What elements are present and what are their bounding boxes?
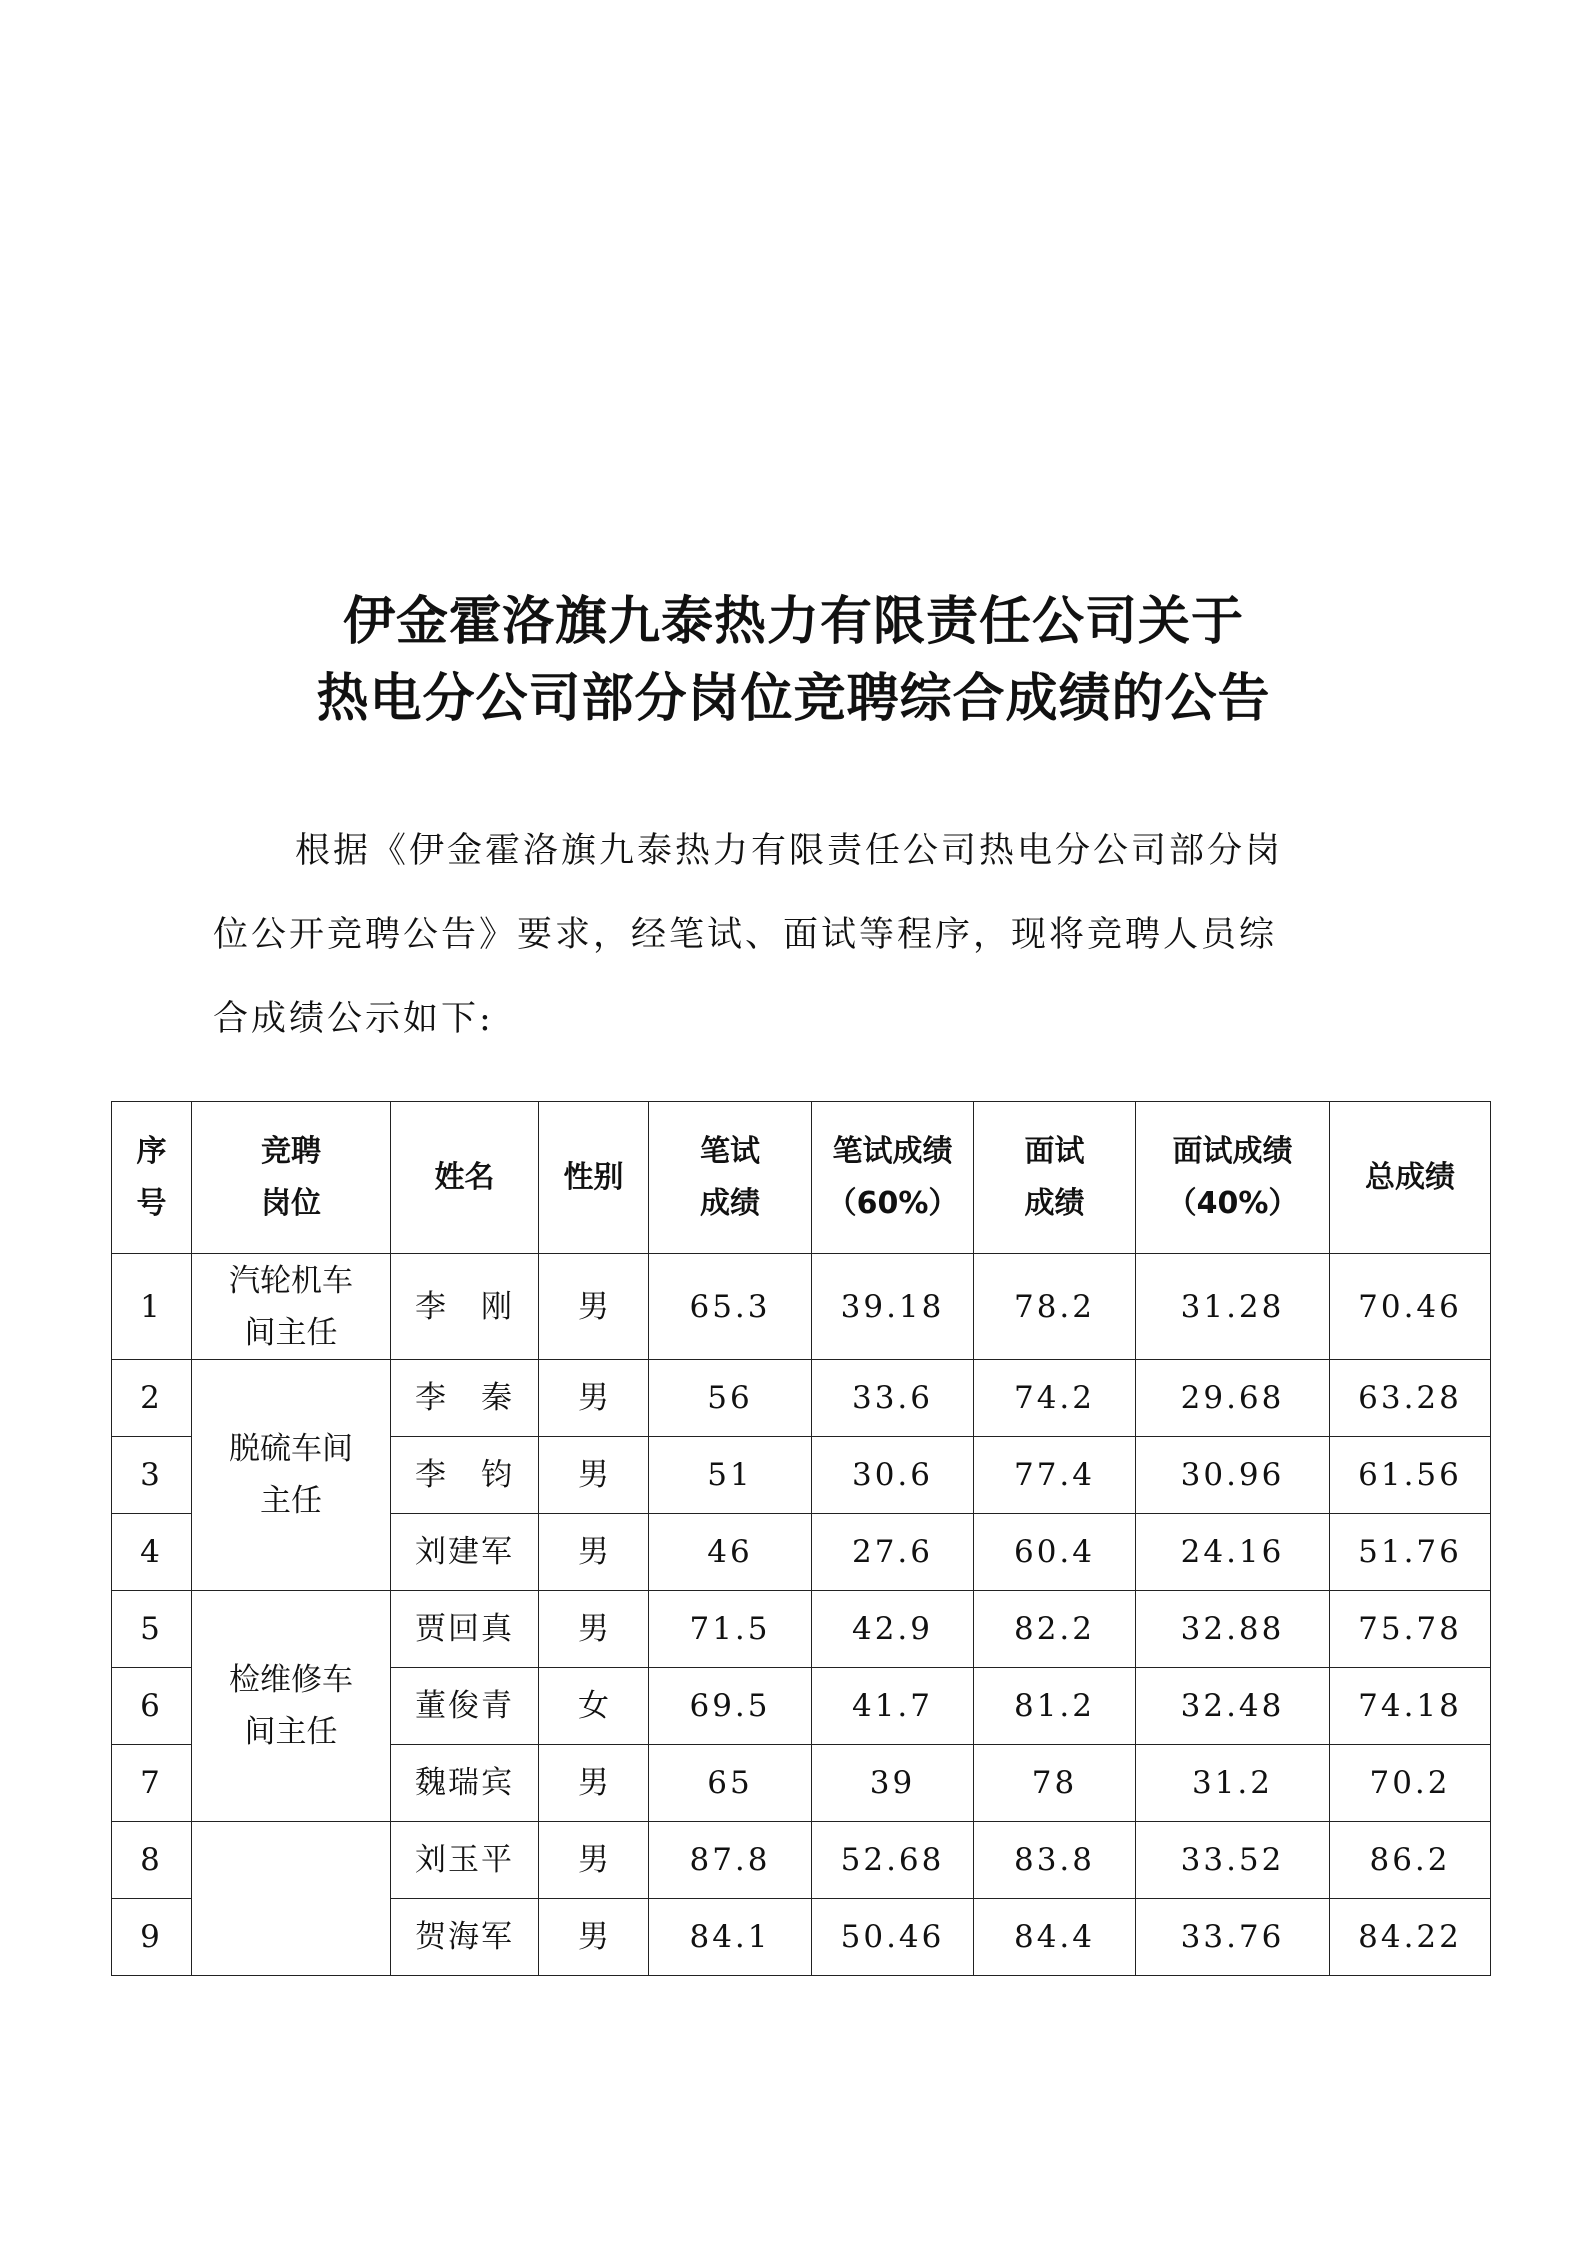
cell-interview-weighted: 31.2	[1136, 1745, 1330, 1822]
cell-interview-weighted: 33.52	[1136, 1822, 1330, 1899]
header-written-score: 笔试 成绩	[649, 1102, 812, 1254]
cell-position-empty	[192, 1822, 391, 1976]
cell-total: 70.2	[1330, 1745, 1491, 1822]
intro-paragraph	[213, 809, 1393, 1061]
header-position: 竞聘 岗位	[192, 1102, 391, 1254]
table-row	[112, 1360, 1491, 1437]
cell-written-weighted: 30.6	[812, 1437, 974, 1514]
cell-written-weighted: 41.7	[812, 1668, 974, 1745]
cell-interview-weighted: 33.76	[1136, 1899, 1330, 1976]
cell-name: 魏瑞宾	[391, 1745, 539, 1822]
cell-interview-weighted: 29.68	[1136, 1360, 1330, 1437]
cell-written: 65	[649, 1745, 812, 1822]
header-gender: 性别	[539, 1102, 649, 1254]
cell-interview: 60.4	[974, 1514, 1136, 1591]
cell-total: 75.78	[1330, 1591, 1491, 1668]
cell-written: 84.1	[649, 1899, 812, 1976]
cell-name: 贺海军	[391, 1899, 539, 1976]
cell-interview: 78.2	[974, 1254, 1136, 1360]
cell-gender: 男	[539, 1591, 649, 1668]
header-name: 姓名	[391, 1102, 539, 1254]
cell-interview: 74.2	[974, 1360, 1136, 1437]
cell-gender: 男	[539, 1360, 649, 1437]
cell-interview-weighted: 30.96	[1136, 1437, 1330, 1514]
header-interview-score: 面试 成绩	[974, 1102, 1136, 1254]
cell-written-weighted: 39	[812, 1745, 974, 1822]
cell-position-desulfurization: 脱硫车间 主任	[192, 1360, 391, 1591]
cell-position-turbine: 汽轮机车 间主任	[192, 1254, 391, 1360]
cell-seq: 2	[112, 1360, 192, 1437]
cell-seq: 9	[112, 1899, 192, 1976]
cell-seq: 7	[112, 1745, 192, 1822]
cell-interview: 84.4	[974, 1899, 1136, 1976]
intro-line-3: 合成绩公示如下:	[213, 999, 494, 1039]
table-row	[112, 1254, 1491, 1360]
cell-written: 51	[649, 1437, 812, 1514]
announcement-title-line-1: 伊金霍洛旗九泰热力有限责任公司关于	[342, 591, 1244, 652]
cell-written: 87.8	[649, 1822, 812, 1899]
cell-name: 刘玉平	[391, 1822, 539, 1899]
cell-gender: 男	[539, 1745, 649, 1822]
cell-interview-weighted: 31.28	[1136, 1254, 1330, 1360]
cell-gender: 女	[539, 1668, 649, 1745]
cell-total: 63.28	[1330, 1360, 1491, 1437]
cell-name: 李 钧	[391, 1437, 539, 1514]
cell-gender: 男	[539, 1899, 649, 1976]
cell-total: 61.56	[1330, 1437, 1491, 1514]
cell-written: 65.3	[649, 1254, 812, 1360]
cell-written: 56	[649, 1360, 812, 1437]
intro-line-1: 根据《伊金霍洛旗九泰热力有限责任公司热电分公司部分岗	[295, 831, 1284, 871]
cell-interview: 78	[974, 1745, 1136, 1822]
cell-written: 46	[649, 1514, 812, 1591]
cell-seq: 4	[112, 1514, 192, 1591]
cell-interview-weighted: 32.48	[1136, 1668, 1330, 1745]
cell-interview: 83.8	[974, 1822, 1136, 1899]
cell-name: 贾回真	[391, 1591, 539, 1668]
intro-line-2: 位公开竞聘公告》要求，经笔试、面试等程序，现将竞聘人员综	[213, 915, 1278, 955]
cell-interview-weighted: 32.88	[1136, 1591, 1330, 1668]
cell-total: 74.18	[1330, 1668, 1491, 1745]
cell-seq: 6	[112, 1668, 192, 1745]
table-header-row	[112, 1102, 1491, 1254]
cell-gender: 男	[539, 1514, 649, 1591]
cell-total: 86.2	[1330, 1822, 1491, 1899]
header-total-score: 总成绩	[1330, 1102, 1491, 1254]
header-written-weighted: 笔试成绩 （60%）	[812, 1102, 974, 1254]
cell-total: 70.46	[1330, 1254, 1491, 1360]
table-row	[112, 1591, 1491, 1668]
table-row	[112, 1822, 1491, 1899]
cell-total: 84.22	[1330, 1899, 1491, 1976]
cell-written-weighted: 50.46	[812, 1899, 974, 1976]
cell-seq: 1	[112, 1254, 192, 1360]
cell-written-weighted: 52.68	[812, 1822, 974, 1899]
cell-interview-weighted: 24.16	[1136, 1514, 1330, 1591]
cell-written-weighted: 39.18	[812, 1254, 974, 1360]
announcement-title-line-2: 热电分公司部分岗位竞聘综合成绩的公告	[316, 668, 1271, 729]
header-interview-weighted: 面试成绩 （40%）	[1136, 1102, 1330, 1254]
cell-interview: 82.2	[974, 1591, 1136, 1668]
cell-gender: 男	[539, 1254, 649, 1360]
cell-written-weighted: 27.6	[812, 1514, 974, 1591]
cell-gender: 男	[539, 1437, 649, 1514]
cell-name: 李 刚	[391, 1254, 539, 1360]
cell-name: 董俊青	[391, 1668, 539, 1745]
cell-written-weighted: 33.6	[812, 1360, 974, 1437]
cell-total: 51.76	[1330, 1514, 1491, 1591]
cell-name: 刘建军	[391, 1514, 539, 1591]
cell-name: 李 秦	[391, 1360, 539, 1437]
cell-written-weighted: 42.9	[812, 1591, 974, 1668]
header-seq: 序 号	[112, 1102, 192, 1254]
cell-gender: 男	[539, 1822, 649, 1899]
cell-seq: 3	[112, 1437, 192, 1514]
cell-interview: 81.2	[974, 1668, 1136, 1745]
cell-position-maintenance: 检维修车 间主任	[192, 1591, 391, 1822]
cell-seq: 5	[112, 1591, 192, 1668]
cell-written: 71.5	[649, 1591, 812, 1668]
cell-written: 69.5	[649, 1668, 812, 1745]
cell-interview: 77.4	[974, 1437, 1136, 1514]
score-table	[111, 1101, 1491, 1976]
cell-seq: 8	[112, 1822, 192, 1899]
